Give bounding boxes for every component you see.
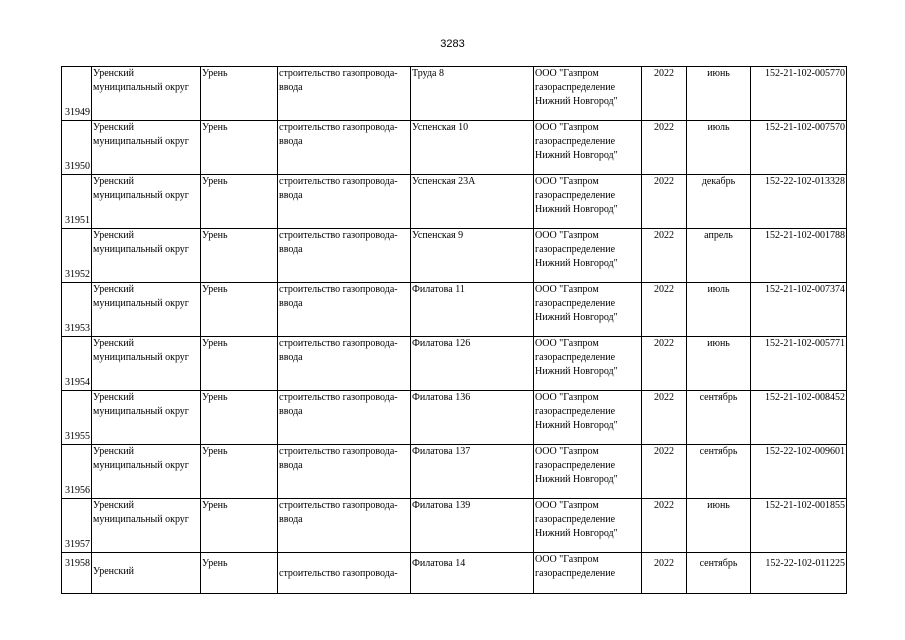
cell-line: муниципальный округ [93,82,189,93]
code-cell: 152-21-102-005770 [751,67,847,121]
row-number-cell: 31958 [62,553,92,594]
cell-line: ввода [279,406,303,417]
cell-line: ввода [279,136,303,147]
organization-cell [534,121,642,175]
cell-line: газораспределение [535,406,616,417]
cell-line: ООО "Газпром [535,446,599,457]
work-type-cell [278,337,411,391]
cell-line: Уренский [93,338,134,349]
cell-line: газораспределение [535,298,616,309]
cell-line: Нижний Новгород" [535,528,618,539]
year-cell: 2022 [642,175,687,229]
code-cell: 152-21-102-005771 [751,337,847,391]
code-cell: 152-21-102-001788 [751,229,847,283]
row-number-cell: 31952 [62,229,92,283]
cell-line: строительство газопровода- [279,68,398,79]
page-number: 3283 [440,38,465,50]
cell-line: Нижний Новгород" [535,474,618,485]
code-cell: 152-21-102-007374 [751,283,847,337]
cell-line: Нижний Новгород" [535,420,618,431]
cell-line: Нижний Новгород" [535,258,618,269]
code-cell: 152-21-102-008452 [751,391,847,445]
cell-line: Нижний Новгород" [535,366,618,377]
cell-line: ввода [279,514,303,525]
cell-line: ООО "Газпром [535,68,599,79]
locality-cell: Урень [201,553,278,594]
address-cell: Успенская 23А [411,175,534,229]
table-row [62,553,847,594]
organization-cell [534,283,642,337]
district-cell [92,445,201,499]
cell-line: муниципальный округ [93,190,189,201]
year-cell: 2022 [642,229,687,283]
cell-line: ввода [279,298,303,309]
address-cell: Труда 8 [411,67,534,121]
cell-line: Нижний Новгород" [535,150,618,161]
organization-cell [534,499,642,553]
work-type-cell [278,283,411,337]
month-cell: декабрь [687,175,751,229]
address-cell: Филатова 137 [411,445,534,499]
year-cell: 2022 [642,337,687,391]
month-cell: июль [687,121,751,175]
cell-line: Уренский [93,284,134,295]
address-cell: Филатова 11 [411,283,534,337]
code-cell: 152-21-102-007570 [751,121,847,175]
cell-line: Уренский [93,176,134,187]
cell-line: ООО "Газпром [535,230,599,241]
cell-line: газораспределение [535,514,616,525]
organization-cell [534,553,642,594]
table-row [62,499,847,553]
cell-line: строительство газопровода- [279,446,398,457]
month-cell: июнь [687,337,751,391]
organization-cell [534,445,642,499]
table-row [62,391,847,445]
cell-line: ООО "Газпром [535,554,599,565]
table-row [62,175,847,229]
row-number-cell: 31949 [62,67,92,121]
district-cell [92,175,201,229]
cell-line: муниципальный округ [93,244,189,255]
year-cell: 2022 [642,445,687,499]
table-row [62,283,847,337]
cell-line: газораспределение [535,460,616,471]
month-cell: июнь [687,67,751,121]
address-cell: Филатова 139 [411,499,534,553]
month-cell: апрель [687,229,751,283]
cell-line: муниципальный округ [93,460,189,471]
cell-line: строительство газопровода- [279,230,398,241]
cell-line: строительство газопровода- [279,500,398,511]
cell-line: муниципальный округ [93,406,189,417]
code-cell: 152-22-102-011225 [751,553,847,594]
cell-line: строительство газопровода- [279,176,398,187]
organization-cell [534,337,642,391]
table-row [62,67,847,121]
registry-table [61,66,847,594]
year-cell: 2022 [642,121,687,175]
cell-line: Уренский [93,446,134,457]
district-cell [92,283,201,337]
cell-line: строительство газопровода- [279,284,398,295]
cell-line: Уренский [93,566,134,577]
cell-line: Нижний Новгород" [535,312,618,323]
cell-line: газораспределение [535,244,616,255]
cell-line: Уренский [93,68,134,79]
organization-cell [534,67,642,121]
locality-cell: Урень [201,121,278,175]
year-cell: 2022 [642,499,687,553]
row-number-cell: 31953 [62,283,92,337]
cell-line: ООО "Газпром [535,338,599,349]
locality-cell: Урень [201,391,278,445]
row-number-cell: 31954 [62,337,92,391]
address-cell: Филатова 136 [411,391,534,445]
work-type-cell [278,229,411,283]
locality-cell: Урень [201,499,278,553]
table-row [62,229,847,283]
locality-cell: Урень [201,283,278,337]
cell-line: муниципальный округ [93,136,189,147]
work-type-cell [278,67,411,121]
code-cell: 152-21-102-001855 [751,499,847,553]
cell-line: газораспределение [535,136,616,147]
cell-line: Уренский [93,392,134,403]
table-row [62,337,847,391]
cell-line: муниципальный округ [93,298,189,309]
month-cell: сентябрь [687,553,751,594]
table-row [62,445,847,499]
address-cell: Филатова 14 [411,553,534,594]
work-type-cell [278,175,411,229]
row-number-cell: 31955 [62,391,92,445]
work-type-cell [278,445,411,499]
cell-line: Нижний Новгород" [535,96,618,107]
cell-line: газораспределение [535,568,616,579]
table-row [62,121,847,175]
organization-cell [534,175,642,229]
cell-line: газораспределение [535,82,616,93]
cell-line: Нижний Новгород" [535,204,618,215]
address-cell: Филатова 126 [411,337,534,391]
district-cell [92,121,201,175]
locality-cell: Урень [201,175,278,229]
code-cell: 152-22-102-013328 [751,175,847,229]
district-cell [92,391,201,445]
month-cell: сентябрь [687,445,751,499]
cell-line: строительство газопровода- [279,338,398,349]
locality-cell: Урень [201,229,278,283]
cell-line: Уренский [93,500,134,511]
organization-cell [534,391,642,445]
month-cell: июнь [687,499,751,553]
work-type-cell [278,553,411,594]
locality-cell: Урень [201,337,278,391]
district-cell [92,553,201,594]
row-number-cell: 31950 [62,121,92,175]
cell-line: строительство газопровода- [279,122,398,133]
work-type-cell [278,499,411,553]
address-cell: Успенская 10 [411,121,534,175]
row-number-cell: 31951 [62,175,92,229]
cell-line: ввода [279,460,303,471]
address-cell: Успенская 9 [411,229,534,283]
district-cell [92,229,201,283]
year-cell: 2022 [642,67,687,121]
locality-cell: Урень [201,445,278,499]
cell-line: ООО "Газпром [535,122,599,133]
district-cell [92,337,201,391]
district-cell [92,499,201,553]
cell-line: газораспределение [535,352,616,363]
cell-line: газораспределение [535,190,616,201]
cell-line: ввода [279,82,303,93]
cell-line: муниципальный округ [93,352,189,363]
cell-line: ООО "Газпром [535,284,599,295]
organization-cell [534,229,642,283]
district-cell [92,67,201,121]
cell-line: муниципальный округ [93,514,189,525]
year-cell: 2022 [642,553,687,594]
cell-line: Уренский [93,122,134,133]
code-cell: 152-22-102-009601 [751,445,847,499]
cell-line: ввода [279,190,303,201]
cell-line: ввода [279,244,303,255]
cell-line: ООО "Газпром [535,176,599,187]
year-cell: 2022 [642,391,687,445]
row-number-cell: 31957 [62,499,92,553]
year-cell: 2022 [642,283,687,337]
work-type-cell [278,121,411,175]
cell-line: Уренский [93,230,134,241]
locality-cell: Урень [201,67,278,121]
row-number-cell: 31956 [62,445,92,499]
month-cell: сентябрь [687,391,751,445]
cell-line: строительство газопровода- [279,392,398,403]
cell-line: строительство газопровода- [279,568,398,579]
work-type-cell [278,391,411,445]
month-cell: июль [687,283,751,337]
cell-line: ООО "Газпром [535,392,599,403]
cell-line: ООО "Газпром [535,500,599,511]
cell-line: ввода [279,352,303,363]
